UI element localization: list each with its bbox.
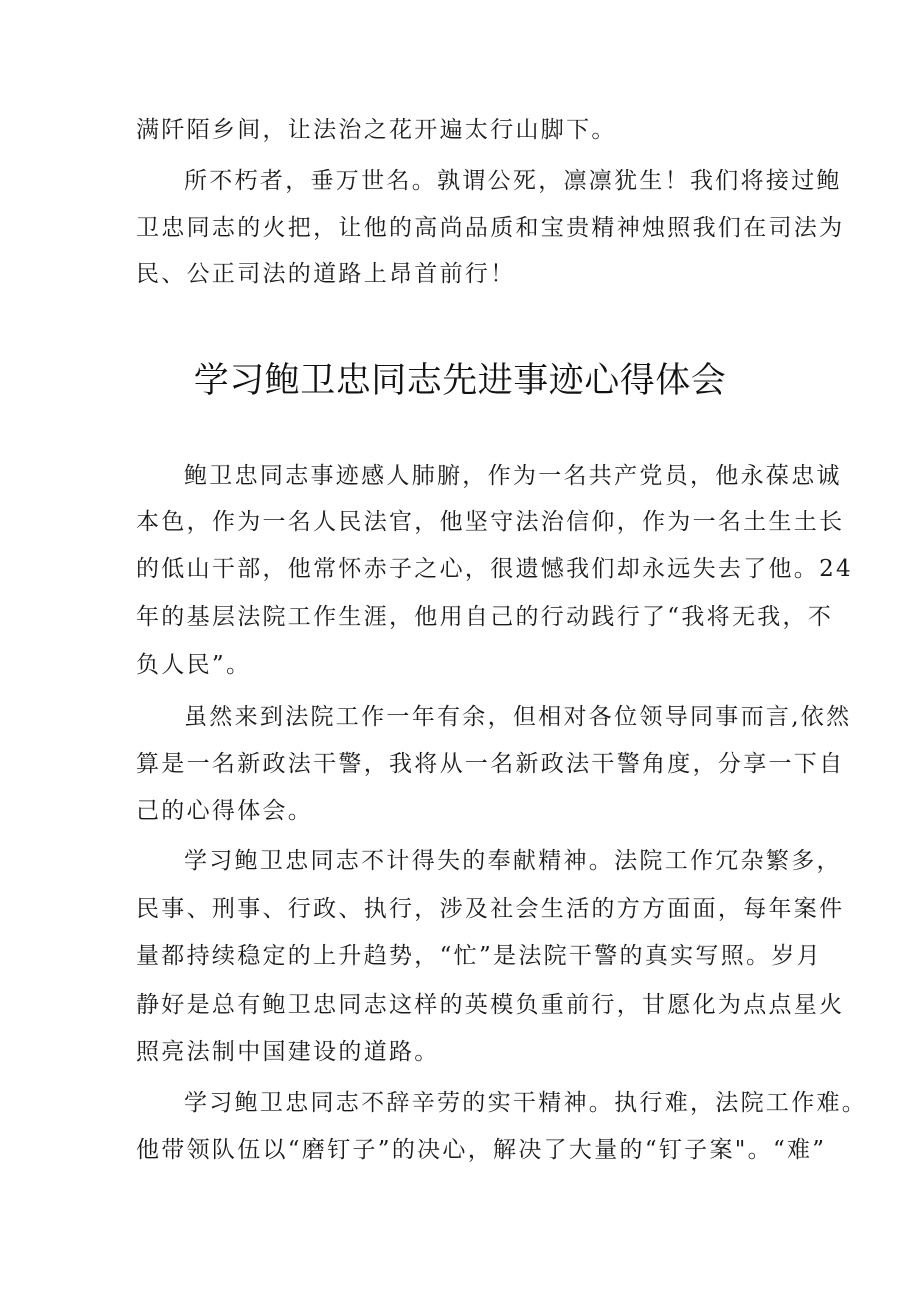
prev-section-paragraph-start: 所不朽者，垂万世名。孰谓公死，凛凛犹生！我们将接过鲍 <box>184 168 842 194</box>
paragraph-2-line: 虽然来到法院工作一年有余，但相对各位领导同事而言,依然 <box>184 704 852 730</box>
prev-section-line: 满阡陌乡间，让法治之花开遍太行山脚下。 <box>136 117 617 143</box>
paragraph-3-line: 静好是总有鲍卫忠同志这样的英模负重前行，甘愿化为点点星火 <box>136 992 845 1018</box>
paragraph-4-line: 他带领队伍以“磨钉子”的决心，解决了大量的“钉子案"。“难” <box>136 1137 827 1163</box>
prev-section-line: 民、公正司法的道路上昂首前行！ <box>136 261 516 287</box>
paragraph-1-line: 鲍卫忠同志事迹感人肺腑，作为一名共产党员，他永葆忠诚 <box>184 463 842 489</box>
paragraph-1-line: 本色，作为一名人民法官，他坚守法治信仰，作为一名土生土长 <box>136 509 845 535</box>
paragraph-3-line: 民事、刑事、行政、执行，涉及社会生活的方方面面，每年案件 <box>136 896 845 922</box>
paragraph-1-line: 负人民”。 <box>136 652 252 678</box>
paragraph-2-line: 己的心得体会。 <box>136 798 314 824</box>
paragraph-3-line: 照亮法制中国建设的道路。 <box>136 1039 440 1065</box>
paragraph-3-line: 量都持续稳定的上升趋势，“忙”是法院干警的真实写照。岁月 <box>136 943 822 969</box>
paragraph-1-line: 的低山干部，他常怀赤子之心，很遗憾我们却永远失去了他。24 <box>136 556 853 582</box>
paragraph-4-line: 学习鲍卫忠同志不辞辛劳的实干精神。执行难，法院工作难。 <box>184 1090 868 1116</box>
prev-section-line: 卫忠同志的火把，让他的高尚品质和宝贵精神烛照我们在司法为 <box>136 215 845 241</box>
paragraph-1-line: 年的基层法院工作生涯，他用自己的行动践行了“我将无我，不 <box>136 604 834 630</box>
article-title: 学习鲍卫忠同志先进事迹心得体会 <box>193 361 727 401</box>
paragraph-2-line: 算是一名新政法干警，我将从一名新政法干警角度，分享一下自 <box>136 751 845 777</box>
paragraph-3-line: 学习鲍卫忠同志不计得失的奉献精神。法院工作冗杂繁多， <box>184 848 842 874</box>
